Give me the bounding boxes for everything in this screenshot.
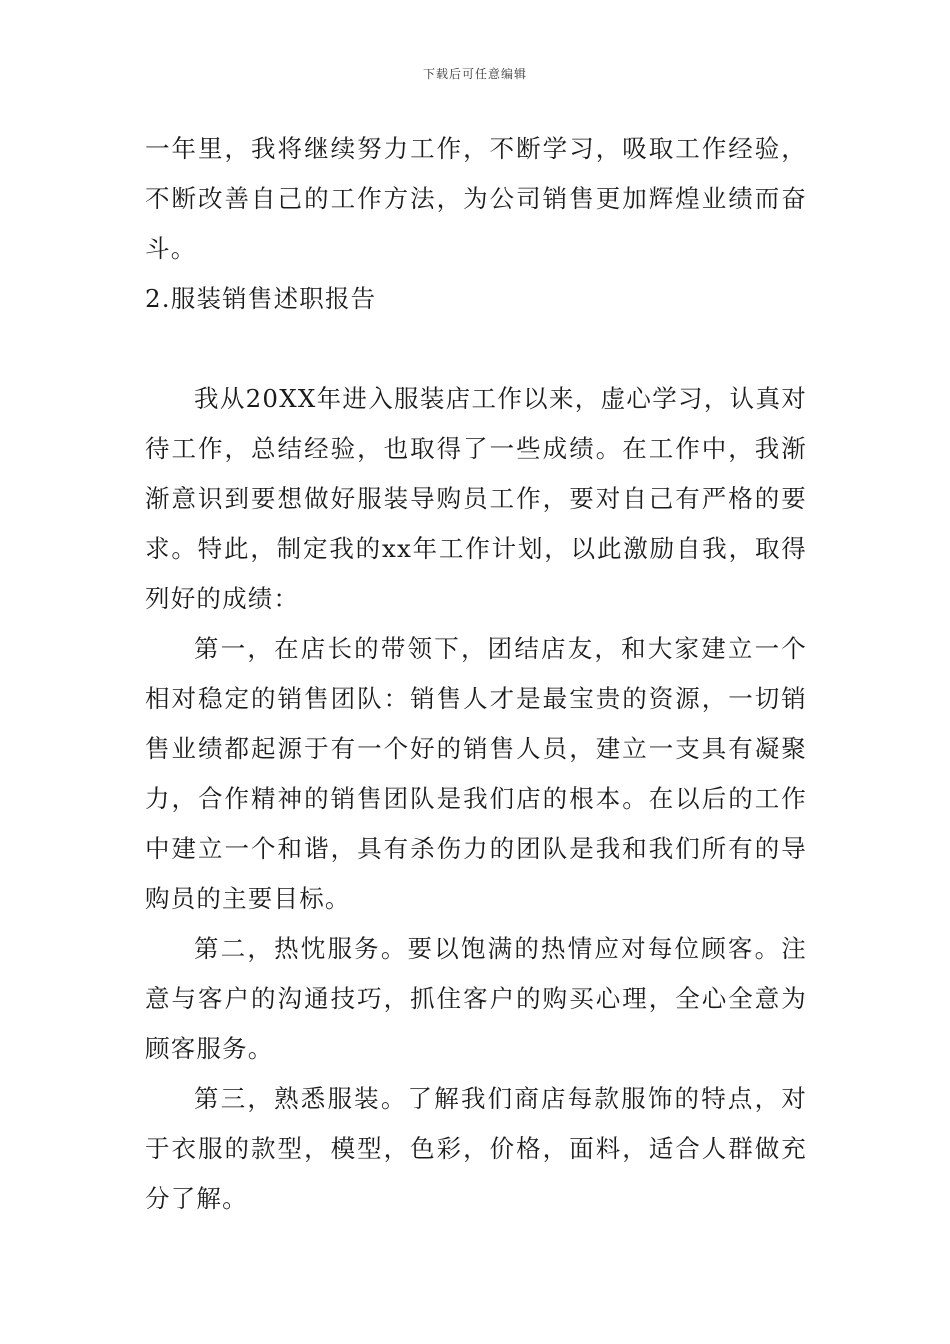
paragraph-second: 第二，热忱服务。要以饱满的热情应对每位顾客。注意与客户的沟通技巧，抓住客户的购买心理，全心全意为顾客服务。: [145, 934, 807, 1063]
section-heading: 2.服装销售述职报告: [145, 284, 377, 313]
paragraph-first: 第一，在店长的带领下，团结店友，和大家建立一个相对稳定的销售团队：销售人才是最宝贵的资源，一切销售业绩都起源于有一个好的销售人员，建立一支具有凝聚力，合作精神的销售团队是我们店的根本。在以后的工作中建立一个和谐，具有杀伤力的团队是我和我们所有的导购员的主要目标。: [145, 634, 807, 913]
paragraph-third: 第三，熟悉服装。了解我们商店每款服饰的特点，对于衣服的款型，模型，色彩，价格，面料，适合人群做充分了解。: [145, 1084, 807, 1213]
document-body: [145, 124, 807, 1224]
page-header: 下载后可任意编辑: [422, 67, 527, 81]
paragraph-closing: 一年里，我将继续努力工作，不断学习，吸取工作经验，不断改善自己的工作方法，为公司销售更加辉煌业绩而奋斗。: [145, 134, 807, 263]
blank-line: [145, 324, 807, 374]
paragraph-intro: 我从20XX年进入服装店工作以来，虚心学习，认真对待工作，总结经验，也取得了一些成绩。在工作中，我渐渐意识到要想做好服装导购员工作，要对自己有严格的要求。特此，制定我的xx年工作计划，以此激励自我，取得列好的成绩：: [145, 384, 807, 613]
